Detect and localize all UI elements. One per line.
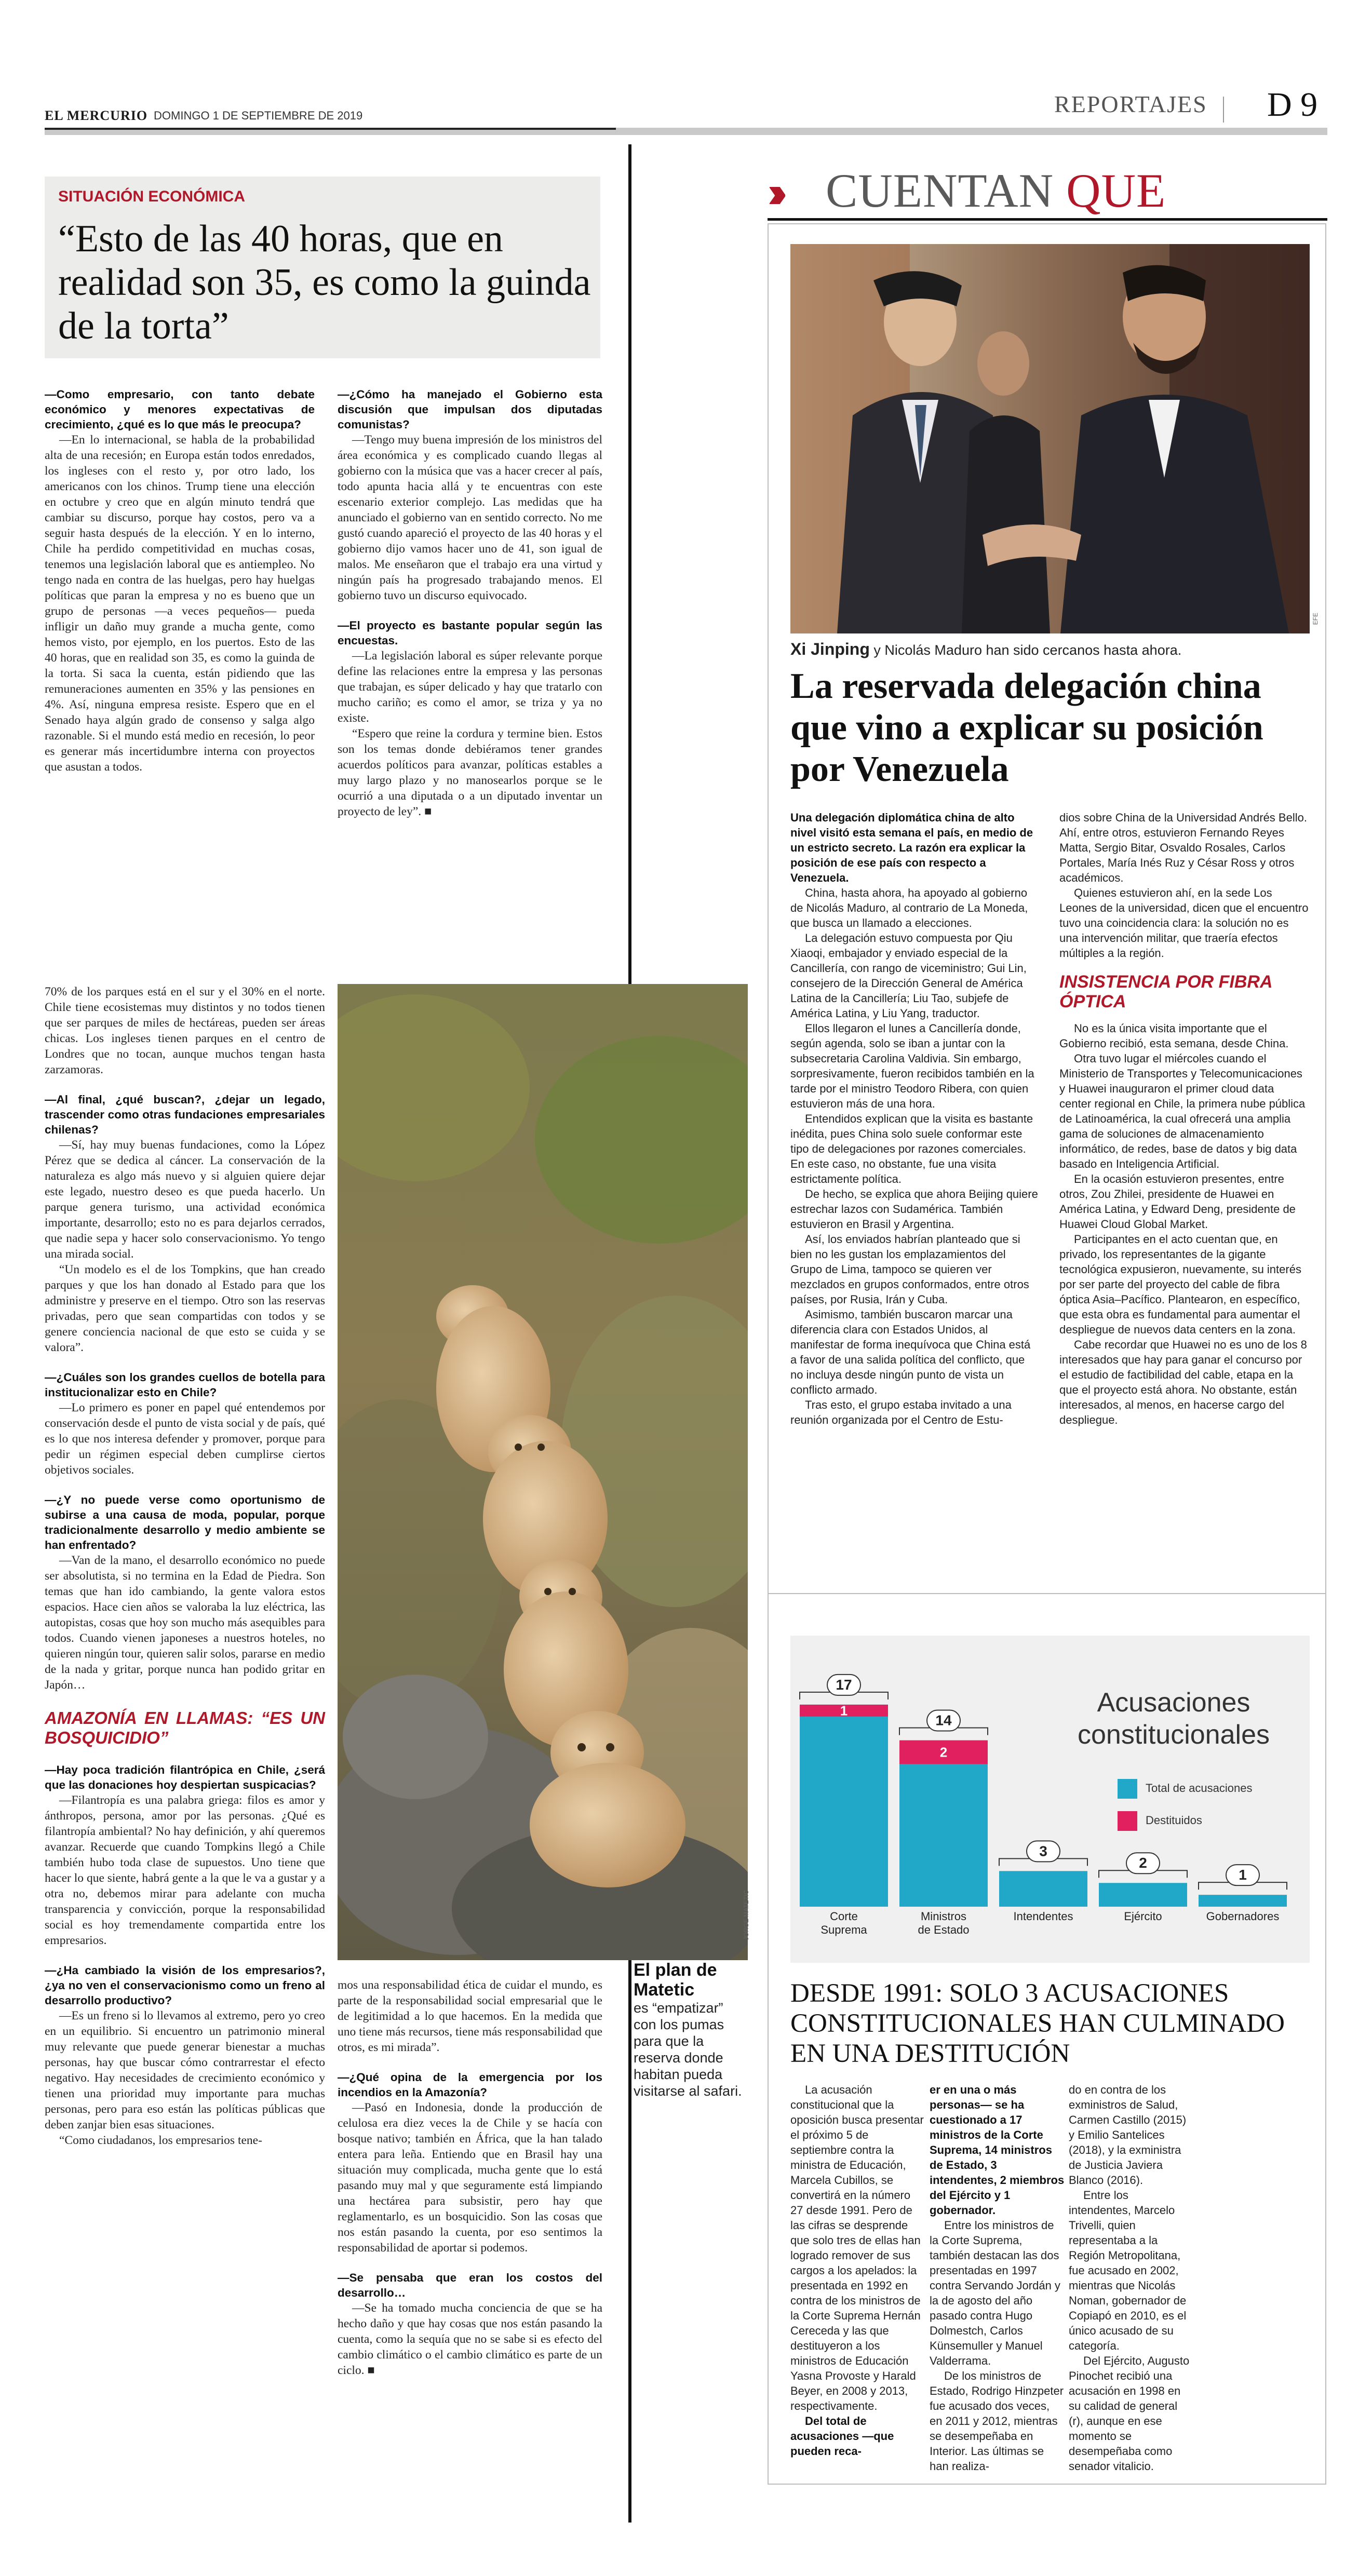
interview-question: —Al final, ¿qué buscan?, ¿dejar un legado, trascender como otras fundaciones empresariales chilenas? [45,1093,325,1136]
legend-swatch-destituidos [1118,1811,1137,1831]
header-divider [1223,97,1224,123]
bar-total [899,1741,988,1907]
header-rule-dark [45,128,616,130]
paragraph: Entendidos explican que la visita es bastante inédita, pues China solo suele conformar este tipo de delegaciones por razones comerciales. En este caso, no obstante, fue una visita estrictamente política. [790,1112,1033,1185]
interview-question: —Se pensaba que eran los costos del desarrollo… [338,2271,602,2299]
paragraph: —Van de la mano, el desarrollo económico no puede ser absolutista, si no termina en la Edad de Piedra. Son temas que han ido cambiando, la gente valora estos espacios. Hace cien años se valoraba la luz eléctrica, las autopistas, cosas que hoy son mucho más asequibles para todos. Cuando vienen japoneses a nuestros hoteles, no quieren ningún tour, quieren salir solos, pararse en medio de la nada y gritar, porque nunca han podido gritar en Japón… [45,1554,325,1692]
interview-question: —¿Ha cambiado la visión de los empresarios?, ¿ya no ven el conservacionismo como un freno al desarrollo productivo? [45,1964,325,2007]
puma-caption [634,1960,748,2099]
paragraph: Del Ejército, Augusto Pinochet recibió una acusación en 1998 en su calidad de general (r), aunque en ese momento se desempeñaba como senador vitalicio. [1069,2354,1190,2473]
right-column-1 [790,810,1040,1427]
bar-value-label: 3 [1039,1843,1047,1859]
paragraph: Así, los enviados habrían planteado que si bien no les gustan los emplazamientos del Grupo de Lima, tampoco se quieren ver mezclados en grupos conformados, entre otros países, por Rusia, Irán y Cuba. [790,1233,1029,1306]
paragraph: La acusación constitucional que la oposición busca presentar el próximo 5 de septiembre contra la ministra de Educación, Marcela Cubillos, se convertirá en la número 27 desde 1991. Pero de las cifras se desprende que solo tres de ellas han logrado remover de sus cargos a los apelados: la presentada en 1992 en contra de los ministros de la Corte Suprema Hernán Cereceda y las que destituyeron a los ministros de Educación Yasna Provoste y Harald Beyer, en 2008 y 2013, respectivamente. [790,2083,924,2412]
interview-question: —Como empresario, con tanto debate económico y menores expectativas de crecimiento, ¿qué es lo que más le preocupa? [45,388,315,431]
section-title-part-2: QUE [1066,164,1166,217]
interview-question: —¿Y no puede verse como oportunismo de subirse a una causa de moda, popular, porque tradicionalmente desarrollo y medio ambiente se han enfrentado? [45,1493,325,1552]
section-title-rule [768,218,1327,221]
bar-total [1199,1895,1287,1907]
paragraph: Asimismo, también buscaron marcar una diferencia clara con Estados Unidos, al manifestar de forma inequívoca que China está a favor de una salida política del conflicto, que no incluya desde ningún punto de vista un conflicto armado. [790,1308,1031,1396]
paragraph: dios sobre China de la Universidad Andrés Bello. Ahí, entre otros, estuvieron Fernando Reyes Matta, Sergio Bitar, Osvaldo Rosales, Carlos Portales, María Inés Ruz y César Ross y otros académicos. [1059,811,1307,884]
paragraph: Ellos llegaron el lunes a Cancillería donde, según agenda, solo se iban a juntar con la subsecretaria Carolina Valdivia. Sin embargo, sorpresivamente, fueron recibidos también en la tarde por el ministro Teodoro Ribera, con quien estuvieron más de una hora. [790,1022,1034,1110]
paragraph: De hecho, se explica que ahora Beijing quiere estrechar lazos con Sudamérica. También estuvieron en Brasil y Argentina. [790,1188,1038,1231]
bar-value-label: 1 [1239,1867,1247,1883]
paragraph: “Espero que reine la cordura y termine bien. Estos son los temas donde debiéramos tener grandes acuerdos políticos para avanzar, políticas estables a muy largo plazo y no manosearlos porque se le ocurrió a una diputada o a un diputado inventar un proyecto de ley”. ■ [338,727,602,818]
diplomats-caption [790,640,1181,659]
paragraph: do en contra de los exministros de Salud, Carmen Castillo (2015) y Emilio Santelices (2018), y la exministra de Justicia Javiera Blanco (2016). [1069,2083,1187,2187]
interview-question: —El proyecto es bastante popular según las encuestas. [338,619,602,647]
chart-title: Acusaciones constitucionales [1078,1688,1270,1750]
bar-destituidos-label: 2 [939,1744,948,1760]
section-title [826,163,1166,218]
bar-chart [790,1636,1310,1963]
bar-category-label: de Estado [918,1923,970,1936]
legend-label-total: Total de acusaciones [1146,1781,1253,1795]
legend-swatch-total [1118,1779,1137,1799]
paragraph: “Como ciudadanos, los empresarios tene- [59,2134,262,2147]
bottom-column-2 [930,2082,1065,2474]
paragraph: La delegación estuvo compuesta por Qiu Xiaoqi, embajador y enviado especial de la Cancillería, con rango de viceministro; Gui Lin, consejero de la Dirección General de América Latina de la Cancillería; Liu Tao, subjefe de América Latina, y Liu Yang, traductor. [790,932,1027,1020]
puma-illustration [338,984,748,1960]
bar-total [999,1871,1087,1907]
legend-label-destituidos: Destituidos [1146,1813,1202,1827]
bar-category-label: Intendentes [1013,1910,1073,1923]
kicker: SITUACIÓN ECONÓMICA [58,188,245,205]
paragraph: Tras esto, el grupo estaba invitado a una reunión organizada por el Centro de Estu- [790,1398,1012,1426]
interview-question: —Hay poca tradición filantrópica en Chile, ¿será que las donaciones hoy despiertan suspicacias? [45,1763,325,1791]
paragraph: er en una o más personas— se ha cuestionado a 17 ministros de la Corte Suprema, 14 ministros de Estado, 3 intendentes, 2 miembros del Ejército y 1 gobernador. [930,2083,1065,2217]
masthead: EL MERCURIO [45,108,148,123]
paragraph: Una delegación diplomática china de alto nivel visitó esta semana el país, en medio de un estricto secreto. La razón era explicar la posición de ese país con respecto a Venezuela. [790,811,1033,884]
puma-caption-title: El plan de Matetic [634,1960,717,2000]
right-headline: La reservada delegación china que vino a explicar su posición por Venezuela [790,666,1263,789]
paragraph: —Filantropía es una palabra griega: filos es amor y ánthropos, persona, amor por las personas. ¿Qué es filantropía ambiental? No hay definición, y ahí queremos avanzar. Recuerde que cuando Tompkins llegó a Chile también hubo toda clase de supuestos. Uno tiene que hacer lo que siente, habrá gente a la que le va a gustar y a otra no, debemos mirar para adelante con mucha transparencia y convicción, porque la responsabilidad social es hoy tremendamente compartida entre los empresarios. [45,1793,325,1947]
caption-rest: y Nicolás Maduro han sido cercanos hasta ahora. [869,642,1182,658]
interview-question: —¿Cómo ha manejado el Gobierno esta discusión que impulsan dos diputadas comunistas? [338,388,602,431]
dateline: DOMINGO 1 DE SEPTIEMBRE DE 2019 [154,109,363,122]
paragraph: “Un modelo es el de los Tompkins, que han creado parques y que los han donado al Estado para que los administre y preserve en el tiempo. Otro son las reservas privadas, pero que sean compartidas con todos y se genere conciencia nacional de que esto se cuida y se valora”. [45,1263,325,1354]
left-headline: “Esto de las 40 horas, que en realidad son 35, es como la guinda de la torta” [58,218,591,347]
bar-category-label: Ejército [1124,1910,1162,1923]
left-column-2 [338,387,602,819]
paragraph: —Es un freno si lo llevamos al extremo, pero yo creo en un equilibrio. Si encuentro un patrimonio mineral muy relevante que puede generar bienestar a muchas personas, hay que buscar cómo contrarrestar el efecto negativo. Hay necesidades de crecimiento económico y tienen una prioridad muy importante para muchas personas, pero para eso están las políticas públicas que deben zanjar bien esas situaciones. [45,2009,325,2132]
paragraph: —Se ha tomado mucha conciencia de que se ha hecho daño y que hay cosas que nos están pasando la cuenta, como la sequía que no se sabe si es efecto del cambio climático o el cambio climático es parte de un ciclo. ■ [338,2301,602,2377]
paragraph: —Lo primero es poner en papel qué entendemos por conservación desde el punto de vista social y de país, qué es lo que nos interesa defender y promover, porque para pedir un régimen especial deben cumplirse ciertos objetivos sociales. [45,1401,325,1477]
bar-category-label: Ministros [920,1910,967,1923]
section-arrows-icon: ›› [768,168,778,217]
bar-destituidos-label: 1 [840,1703,848,1719]
puma-photo-credit: JORGE MATETIC [743,1890,750,1940]
paragraph: 70% de los parques está en el sur y el 30% en el norte. Chile tiene ecosistemas muy distintos y no todos tienen que ser parques de miles de hectáreas, pueden ser áreas chicas. Los ingleses tienen parques en el centro de Londres que no tocan, aunque muchos tengan hasta zarzamoras. [45,985,325,1076]
paragraph: No es la única visita importante que el Gobierno recibió, esta semana, desde China. [1059,1022,1289,1050]
legend-destituidos [1118,1811,1202,1831]
bar-total [800,1705,888,1907]
right-section-divider [768,1593,1326,1594]
section-title-part-1: CUENTAN [826,164,1067,217]
left-column-1 [45,387,315,775]
interview-question: —¿Cuáles son los grandes cuellos de botella para institucionalizar esto en Chile? [45,1371,325,1399]
paragraph: —Tengo muy buena impresión de los ministros del área económica y es complicado cuando llegas al gobierno con la música que vas a hacer crecer al país, todo apunta hacia allá y te encuentras con este escenario exterior complejo. Las medidas que ha anunciado el gobierno van en sentido correcto. No me gustó cuando apareció el proyecto de las 40 horas y el gobierno dijo vamos hacer uno de 41, son igual de malos. Me enseñaron que el trabajo era una virtud y ningún país ha progresado trabajando menos. El gobierno tuvo un discurso equivocado. [338,433,602,602]
diplomats-photo-credit: EFE [1312,613,1319,625]
bar-category-label: Gobernadores [1206,1910,1280,1923]
paragraph: Cabe recordar que Huawei no es uno de los 8 interesados que hay para ganar el concurso por el estudio de factibilidad del cable, etapa en la que el proyecto está ahora. No obstante, están interesados, al menos, en hacerse cargo del despliegue. [1059,1338,1307,1426]
paragraph: Otra tuvo lugar el miércoles cuando el Ministerio de Transportes y Telecomunicaciones y Huawei inauguraron el primer cloud data center regional en Chile, la primera nube pública de Latinoamérica, la cual ofrecerá una amplia gama de soluciones de almacenamiento informático, de redes, base de datos y big data basado en Inteligencia Artificial. [1059,1052,1306,1170]
paragraph: Entre los intendentes, Marcelo Trivelli, quien representaba a la Región Metropolitana, fue acusado en 2002, mientras que Nicolás Noman, gobernador de Copiapó en 2010, es el único acusado de su categoría. [1069,2189,1187,2352]
paragraph: —En lo internacional, se habla de la probabilidad alta de una recesión; en Europa están todos enredados, los ingleses con el resto y, por otro lado, los americanos con los chinos. Trump tiene una elección en octubre y creo que en algún minuto tendrá que cambiar su discurso, porque hay costos, pero va a seguir hasta después de la elección. Y en lo interno, Chile ha perdido competitividad en muchas cosas, tenemos una legislación laboral que es antiempleo. No tengo nada en contra de las huelgas, pero hay huelgas políticas que paran la empresa y no es bueno que un grupo de personas —a veces pequeños— pueda infligir un daño muy grande a mucha gente, como hemos visto, por ejemplo, en los puertos. Esto de las 40 horas, que en realidad son 35, es como la guinda de la torta. Si saca la cuenta, están pidiendo que las remuneraciones aumenten en 35% y las pensiones en 4%. Así, ninguna empresa resiste. Espero que en el Senado haya algún grado de consenso y salga algo razonable. Si el mundo está medio en recesión, lo peor es generar más incertidumbre interna con proyectos que asustan a todos. [45,433,315,774]
legend-total [1118,1779,1252,1799]
section-subhead: INSISTENCIA POR FIBRA ÓPTICA [1059,972,1272,1011]
puma-caption-body: es “empatizar” con los pumas para que la reserva donde habitan pueda visitarse al safari. [634,2000,742,2099]
paragraph: En la ocasión estuvieron presentes, entre otros, Zou Zhilei, presidente de Huawei en América Latina, y Edward Deng, presidente de Huawei Cloud Global Market. [1059,1172,1296,1231]
paragraph: Entre los ministros de la Corte Suprema, también destacan las dos presentadas en 1997 contra Servando Jordán y la de agosto del año pasado contra Hugo Dolmestch, Carlos Künsemuller y Manuel Valderrama. [930,2219,1060,2367]
paragraph: —La legislación laboral es súper relevante porque define las relaciones entre la empresa y las personas que trabajan, es súper delicado y hay que tratarlo con mucho cariño; es como el amor, se triza y ya no existe. [338,649,602,725]
diplomats-illustration [790,244,1310,633]
bar-value-label: 2 [1139,1855,1147,1871]
right-column-2 [1059,810,1309,1427]
interview-question: —¿Qué opina de la emergencia por los incendios en la Amazonía? [338,2071,602,2099]
paragraph: mos una responsabilidad ética de cuidar el mundo, es parte de la responsabilidad social empresarial que le de legitimidad a lo que hacemos. En la medida que uno tiene más recursos, tiene más responsabilidad que otros, es mi mirada”. [338,1978,602,2054]
paragraph: Participantes en el acto cuentan que, en privado, los representantes de la gigante tecnológica expusieron, nuevamente, su interés por ser parte del proyecto del cable de fibra óptica Asia–Pacífico. Plantearon, en específico, que esta obra es fundamental para aumentar el despliegue de nuevos data centers en la zona. [1059,1233,1301,1336]
bottom-column-1 [790,2082,925,2459]
paragraph: —Pasó en Indonesia, donde la producción de celulosa era diez veces la de Chile y se hacía con bosque nativo; también en África, que la han talado entera para leña. Entiendo que en Brasil hay una situación muy complicada, mucha gente que lo está pasando muy mal y que seguramente está limpiando una hectárea para subsistir, pero hay que reglamentarlo, es un bosquicidio. Son las cosas que nos están pasando la cuenta, por eso sentimos la responsabilidad de aportar si podemos. [338,2101,602,2255]
bar-category-label: Corte [830,1910,858,1923]
page-number: D 9 [1267,86,1318,124]
left-column-4 [338,1977,602,2378]
paragraph: —Sí, hay muy buenas fundaciones, como la López Pérez que se dedica al cáncer. La conservación de la naturaleza es algo más nuevo y si alguien quiere dejar este legado, nuestro deseo es que pueda hacerlo. Un parque genera turismo, una actividad económica importante, desarrollo; esto no es para dejarlos cerrados, que nadie sepa y hacer solo conservacionismo. Yo tengo una mirada social. [45,1138,325,1261]
paragraph: De los ministros de Estado, Rodrigo Hinzpeter fue acusado dos veces, en 2011 y 2012, mientras se desempeñaba en Interior. Las últimas se han realiza- [930,2369,1064,2473]
diplomats-photo [790,244,1310,633]
bar-category-label: Suprema [820,1923,867,1936]
paragraph: Del total de acusaciones —que pueden reca- [790,2415,894,2458]
bottom-headline: DESDE 1991: SOLO 3 ACUSACIONES CONSTITUCIONALES HAN CULMINADO EN UNA DESTITUCIÓN [790,1979,1285,2068]
bar-value-label: 14 [935,1712,952,1729]
puma-photo [338,984,748,1960]
section-name: REPORTAJES [1054,91,1207,117]
paragraph: Quienes estuvieron ahí, en la sede Los Leones de la universidad, dicen que el encuentro tuvo una coincidencia clara: la solución no es una intervención militar, que traería efectos múltiples a la región. [1059,886,1309,960]
paragraph: China, hasta ahora, ha apoyado al gobierno de Nicolás Maduro, al contrario de La Moneda, que busca un llamado a elecciones. [790,886,1028,929]
section-subhead: AMAZONÍA EN LLAMAS: “ES UN BOSQUICIDIO” [45,1708,325,1747]
left-column-3 [45,984,325,2148]
bar-value-label: 17 [836,1676,852,1693]
bottom-column-3 [1069,2082,1193,2474]
caption-name: Xi Jinping [790,640,870,658]
bar-total [1099,1883,1187,1907]
